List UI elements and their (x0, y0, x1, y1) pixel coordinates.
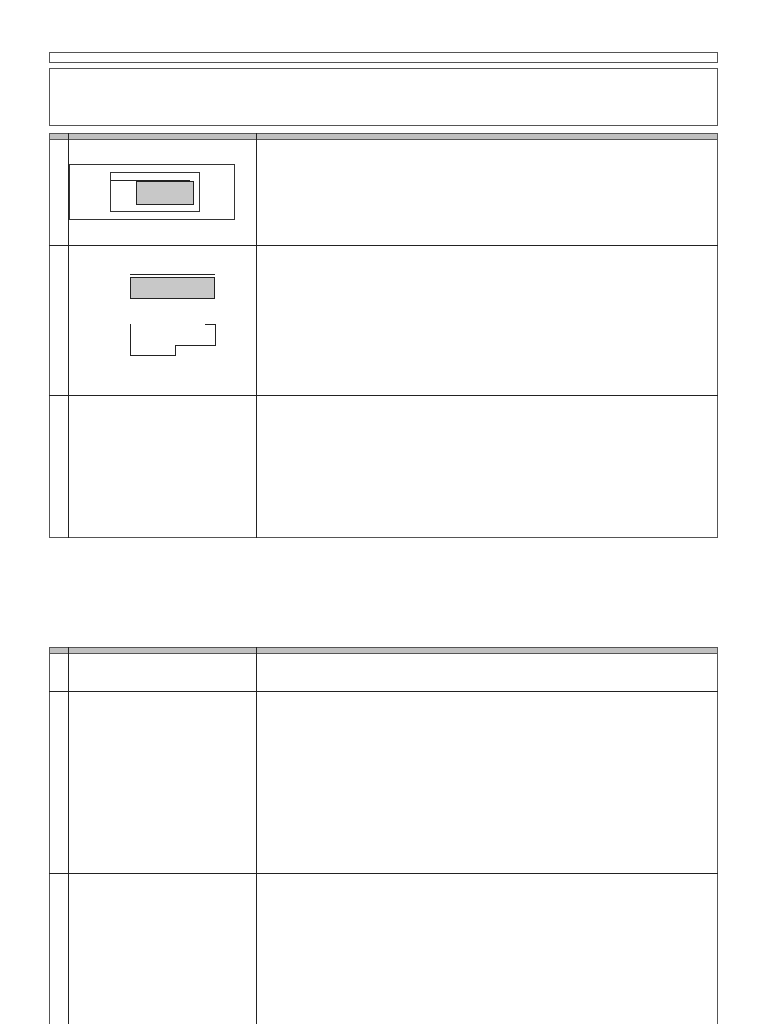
table-header-1 (49, 133, 718, 140)
dim-line (130, 274, 215, 275)
ipal-plan (130, 277, 215, 299)
info-box (49, 68, 718, 126)
land-rect (136, 181, 194, 205)
table-header-2 (49, 647, 718, 654)
section-line (215, 324, 216, 346)
section-line (130, 324, 131, 356)
section-line (175, 345, 176, 356)
section-line (175, 345, 215, 346)
section-line (130, 355, 175, 356)
row-divider (49, 245, 718, 246)
title-box (49, 52, 718, 63)
section-line (205, 324, 215, 325)
kolom-section (0, 692, 768, 873)
sloof-section (0, 396, 768, 538)
balok-section (0, 874, 768, 1024)
